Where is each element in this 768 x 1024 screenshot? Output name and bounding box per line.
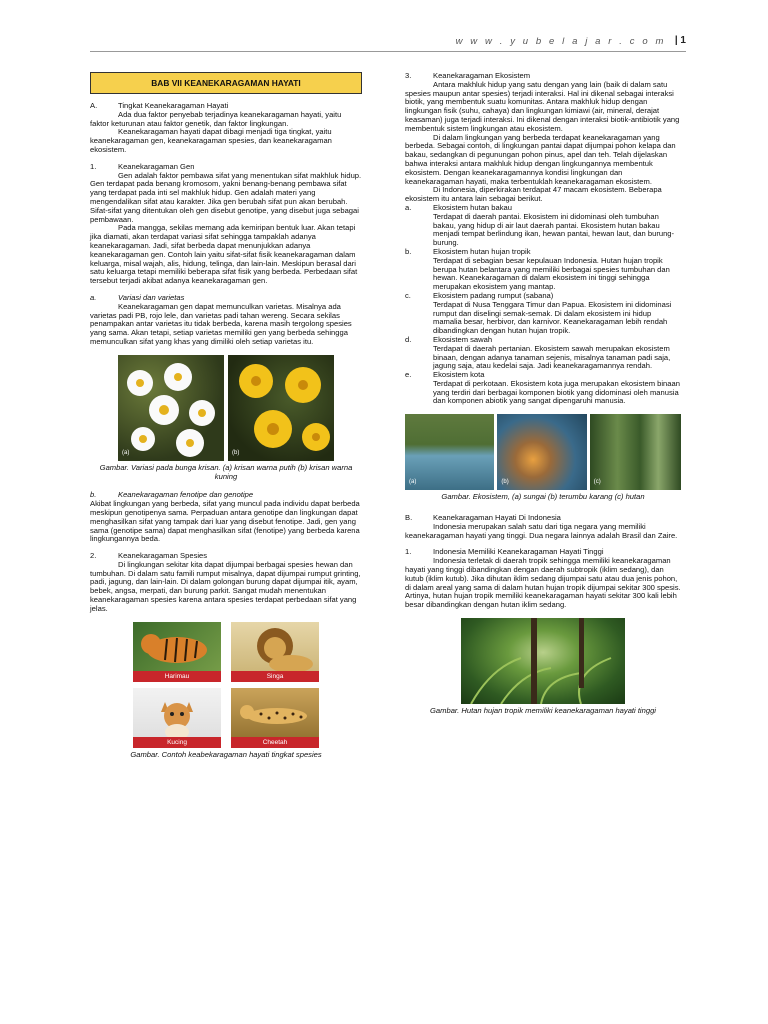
paragraph: Di dalam lingkungan yang berbeda terdapat keanekaragaman yang berbeda. Sebagai contoh, di lingkungan pantai dapat dijumpai pohon kelapa dan bakau, sedangkan di pegunungan pohon pinus, apel dan teh. Telah dijelaskan bahwa interaksi antara makhluk hidup dengan lingkungannya membentuk ekosistem. Dengan keanekaragamannya kondisi lingkungan dan keanekaragaman hayati, maka terbentuklah keanekaragaman ekosistem. xyxy=(405,132,676,186)
paragraph: Di lingkungan sekitar kita dapat dijumpai berbagai spesies hewan dan tumbuhan. Di dalam satu famili rumput misalnya, dapat dijumpai rumput grinting, padi, jagung, dan lain-lain. Di dalam golongan burung dapat dijumpai itik, ayam, bebek, angsa, merpati, dan burung parkit. Sangat mudah menentukan keanekaragaman spesies karena antara spesies terdapat perbedaan sifat yang jelas. xyxy=(90,559,361,613)
heading-fenotipe: b. Keanekaragaman fenotipe dan genotipe xyxy=(90,490,254,500)
coral-reef-image xyxy=(497,414,586,490)
yellow-flower-graphic xyxy=(228,355,334,461)
right-column xyxy=(405,72,681,716)
caption-rainforest: Gambar. Hutan hujan tropik memiliki keanekaragaman hayati tinggi xyxy=(430,706,656,716)
paragraph: Indonesia terletak di daerah tropik sehingga memiliki keanekaragaman hayati yang tinggi dibandingkan dengan daerah subtropik (iklim sedang), dan kutub (iklim kutub). Jika dihutan iklim sedang dijumpai satu atau dua jenis pohon, di dalam areal yang sama di dalam hutan hujan tropik dijumpai sekitar 300 spesis. Artinya, hutan hujan tropik memiliki keanekaragaman hayati sekitar 300 kali lebih besar dibandingkan dengan hutan iklim sedang. xyxy=(405,556,681,610)
paragraph: Keanekaragaman hayati dapat dibagi menjadi tiga tingkat, yaitu keanekaragaman gen, keanekaragaman spesies, dan keanekaragaman ekosistem. xyxy=(90,127,332,154)
header-rule xyxy=(90,51,686,52)
image-label: (a) xyxy=(409,479,417,486)
white-chrysanthemum-image xyxy=(118,355,224,461)
heading-ekosistem: 3. Keanekaragaman Ekosistem xyxy=(405,71,531,80)
header-url: w w w . y u b e l a j a r . c o m xyxy=(455,36,666,47)
heading-indonesia: B. Keanekaragaman Hayati Di Indonesia xyxy=(405,513,561,523)
animal-label: Cheetah xyxy=(231,737,319,748)
paragraph: Antara makhluk hidup yang satu dengan yang lain (baik di dalam satu spesies maupun antar spesies) terjadi interaksi. Hal ini dikenal sebagai interaksi biotik, yang membentuk suatu komunitas. Antara makhluk hidup dengan lingkungan fisik (suhu, cahaya) dan lingkungan kimiawi (air, mineral, derajat keasaman) juga terjadi interaksi. Ini dikenal dengan interaksi biotik-antibiotik yang membentuk sistem lingkungan atau ekosistem. xyxy=(405,79,680,133)
heading-a: A. Tingkat Keanekaragaman Hayati xyxy=(90,101,229,110)
image-label: (b) xyxy=(232,449,240,456)
paragraph: Ada dua faktor penyebab terjadinya keanekaragaman hayati, yaitu faktor keturunan atau faktor genetik, dan faktor lingkungan. xyxy=(90,109,342,128)
paragraph: Pada mangga, sekilas memang ada kemiripan bentuk luar. Akan tetapi jika diamati, akan terdapat variasi sifat sehingga tampaklah adanya keanekaragaman. Jadi, sifat berbeda dapat menunjukkan adanya keanekaragaman gen. Contoh lain yaitu sifat-sifat fisik keanekaragaman dalam keluarga, misal wajah, alis, hidung, telinga, dan lain-lain. Meskipun berasal dari satu keluarga tetapi memiliki beberapa sifat fisik yang berbeda. Perbedaan sifat tersebut terjadi akibat adanya keanekaragaman gen. xyxy=(90,223,358,286)
list-item: e. Ekosistem kota Terdapat di perkotaan. Ekosistem kota juga merupakan ekosistem binaan yang terdiri dari berbagai komponen biotik yang didominasi oleh manusia dan komponen abiotik yang sangat dipengaruhi manusia. xyxy=(405,370,680,406)
animal-label: Kucing xyxy=(133,737,221,748)
heading-gen: 1. Keanekaragaman Gen xyxy=(90,161,195,171)
paragraph: Akibat lingkungan yang berbeda, sifat yang muncul pada individu dapat berbeda meskipun genotipenya sama. Perpaduan antara genotipe dan lingkungan dapat menghasilkan sifat yang tampak dari luar yang disebut fenotipe. Jadi, gen yang sama (genotipe sama) dapat menghasilkan sifat (fenotipe) yang berbeda karena lingkungannya beda. xyxy=(90,499,360,544)
cat-image xyxy=(133,688,221,748)
flower-images xyxy=(90,355,362,461)
caption-flowers: Gambar. Variasi pada bunga krisan. (a) krisan warna putih (b) krisan warna kuning xyxy=(99,462,353,481)
ecosystem-images xyxy=(405,414,681,490)
cheetah-image xyxy=(231,688,319,748)
species-images xyxy=(90,622,362,748)
yellow-chrysanthemum-image xyxy=(228,355,334,461)
caption-species: Gambar. Contoh keabekaragaman hayati tingkat spesies xyxy=(130,749,322,759)
caption-ecosystem: Gambar. Ekosistem, (a) sungai (b) terumbu karang (c) hutan xyxy=(441,492,645,502)
chapter-title: BAB VII KEANEKARAGAMAN HAYATI xyxy=(90,72,362,94)
heading-variasi: a. Variasi dan varietas xyxy=(90,292,185,302)
image-label: (a) xyxy=(122,449,130,456)
rainforest-images xyxy=(405,618,681,704)
paragraph: Di Indonesia, diperkirakan terdapat 47 macam ekosistem. Beberapa ekosistem itu antara lain sebagai berikut. xyxy=(405,185,662,204)
white-flower-graphic xyxy=(118,355,224,461)
rainforest-image xyxy=(461,618,625,704)
list-item: a. Ekosistem hutan bakau Terdapat di daerah pantai. Ekosistem ini didominasi oleh tumbuhan bakau, yang hidup di air laut daerah pantai. Ekosistem hutan bakau menjadi tempat berlindung ikan, hewan pantai, hewan laut, dan burung-burung. xyxy=(405,202,675,248)
tiger-image xyxy=(133,622,221,682)
list-item: c. Ekosistem padang rumput (sabana) Terdapat di Nusa Tenggara Timur dan Papua. Ekosistem ini didominasi rumput dan diselingi semak-semak. Di dalam ekosistem ini hidup mamalia besar, herbivor, dan karnivor. Keanekaragaman lebih rendah dibandingkan dengan hutan hujan tropik. xyxy=(405,290,672,336)
animal-label: Singa xyxy=(231,671,319,682)
lion-image xyxy=(231,622,319,682)
paragraph: Gen adalah faktor pembawa sifat yang menentukan sifat makhluk hidup. Gen terdapat pada benang kromosom, yakni benang-benang pembawa sifat yang terdapat pada inti sel makhluk hidup. Gen adalah materi yang mengendalikan sifat atau karakter. Jika gen berubah sifat pun akan berubah. Sifat-sifat yang ditentukan oleh gen disebut genotipe, yang disebut juga sebagai pembawaan. xyxy=(90,170,362,224)
fern-graphic xyxy=(461,618,625,704)
paragraph: Keanekaragaman gen dapat memunculkan varietas. Misalnya ada varietas padi PB, rojo lele, dan varietas padi tahan wereng. Secara sekilas penampakan antar varietas itu tidak berbeda, karena masih tergolong spesies yang sama. Akan tetapi, setiap varietas memiliki gen yang berbeda sehingga memunculkan sifat yang khas yang dimiliki oleh setiap varietas itu. xyxy=(90,301,352,346)
image-label: (c) xyxy=(593,479,601,486)
forest-image xyxy=(590,414,681,490)
list-item: d. Ekosistem sawah Terdapat di daerah pertanian. Ekosistem sawah merupakan ekosistem binaan, dengan adanya tanaman sejenis, misalnya tanaman padi saja, jagung saja, atau kedelai saja. Jadi keanekaragamannya rendah. xyxy=(405,334,671,371)
ecosystem-list xyxy=(405,204,681,406)
heading-indonesia-tinggi: 1. Indonesia Memiliki Keanekaragaman Hayati Tinggi xyxy=(405,547,604,557)
paragraph: Indonesia merupakan salah satu dari tiga negara yang memiliki keanekaragaman hayati yang tinggi. Dua negara lainnya adalah Brasil dan Zaire. xyxy=(405,521,678,540)
image-label: (b) xyxy=(501,479,509,486)
left-column xyxy=(90,72,362,759)
animal-label: Harimau xyxy=(133,671,221,682)
list-item: b. Ekosistem hutan hujan tropik Terdapat di sebagian besar kepulauan Indonesia. Hutan hujan tropik berupa hutan belantara yang memiliki berbagai spesies tumbuhan dan hewan. Keanekaragaman di dalam ekosistem ini tinggi sehingga merupakan ekosistem yang mantap. xyxy=(405,246,670,292)
page-header xyxy=(90,36,686,50)
river-image xyxy=(405,414,494,490)
heading-spesies: 2. Keanekaragaman Spesies xyxy=(90,551,208,561)
page-number: | 1 xyxy=(674,35,686,46)
